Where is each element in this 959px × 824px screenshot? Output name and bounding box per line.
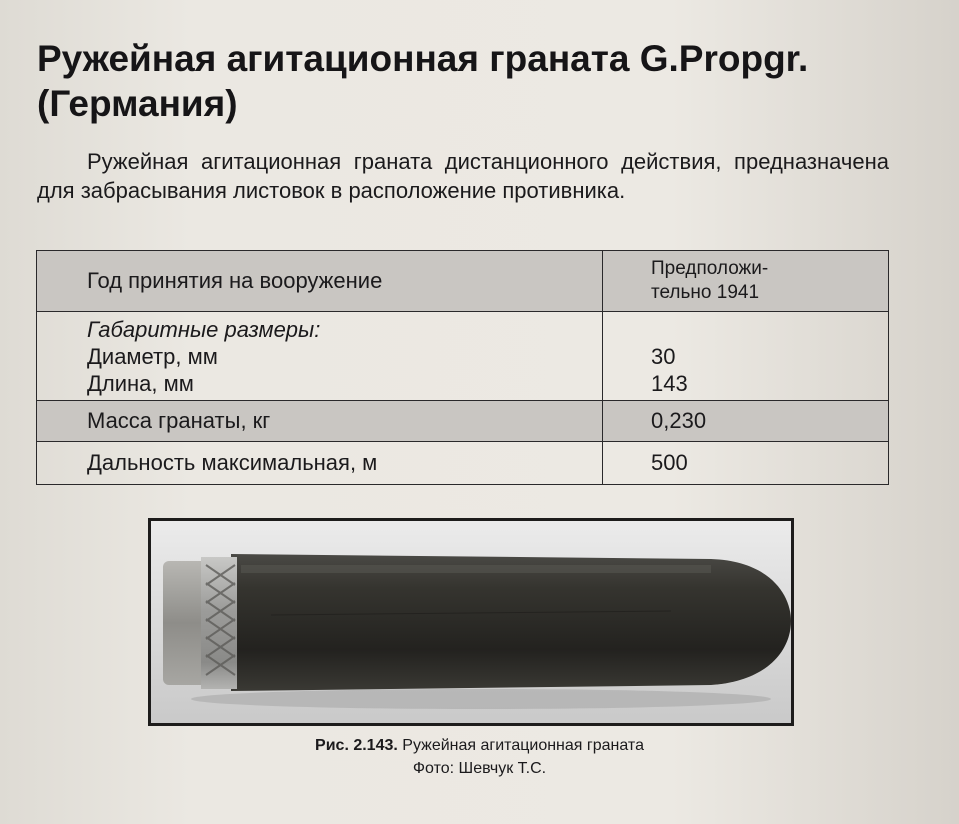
diameter-label: Диаметр, мм [87, 343, 218, 369]
range-value: 500 [603, 442, 889, 485]
table-row [37, 251, 889, 312]
dimensions-labels [37, 312, 603, 401]
mass-label: Масса гранаты, кг [37, 401, 603, 442]
grenade-photo-icon [151, 521, 791, 723]
table-row [37, 442, 889, 485]
grenade-body-highlight [241, 565, 711, 573]
grenade-shadow [191, 689, 771, 709]
length-label: Длина, мм [87, 370, 194, 396]
year-value-line1: Предположи- [651, 258, 769, 279]
specs-table [36, 250, 889, 485]
mass-value: 0,230 [603, 401, 889, 442]
dimensions-values [603, 312, 889, 401]
dimensions-heading: Габаритные размеры: [87, 316, 321, 342]
page-title: Ружейная агитационная граната G.Propgr. (Германия) [37, 38, 809, 124]
year-value-line2: тельно 1941 [651, 282, 760, 303]
range-label: Дальность максимальная, м [37, 442, 603, 485]
figure-photo-frame [148, 518, 794, 726]
diameter-value: 30 [651, 343, 676, 369]
year-label: Год принятия на вооружение [37, 251, 603, 312]
grenade-rear-ring [163, 561, 207, 685]
table-row [37, 312, 889, 401]
figure-caption-text: Ружейная агитационная граната [402, 737, 644, 754]
figure-credit: Фото: Шевчук Т.С. [412, 760, 547, 777]
figure-caption-number: Рис. 2.143. [315, 737, 398, 754]
figure-caption [0, 737, 959, 755]
length-value: 143 [651, 370, 688, 396]
intro-paragraph: Ружейная агитационная граната дистанционного действия, предназначена для забрасывания листовок в расположение противника. [37, 149, 889, 203]
grenade-body [231, 554, 791, 691]
year-value [603, 251, 889, 312]
grenade-photo [151, 521, 791, 723]
table-row [37, 401, 889, 442]
